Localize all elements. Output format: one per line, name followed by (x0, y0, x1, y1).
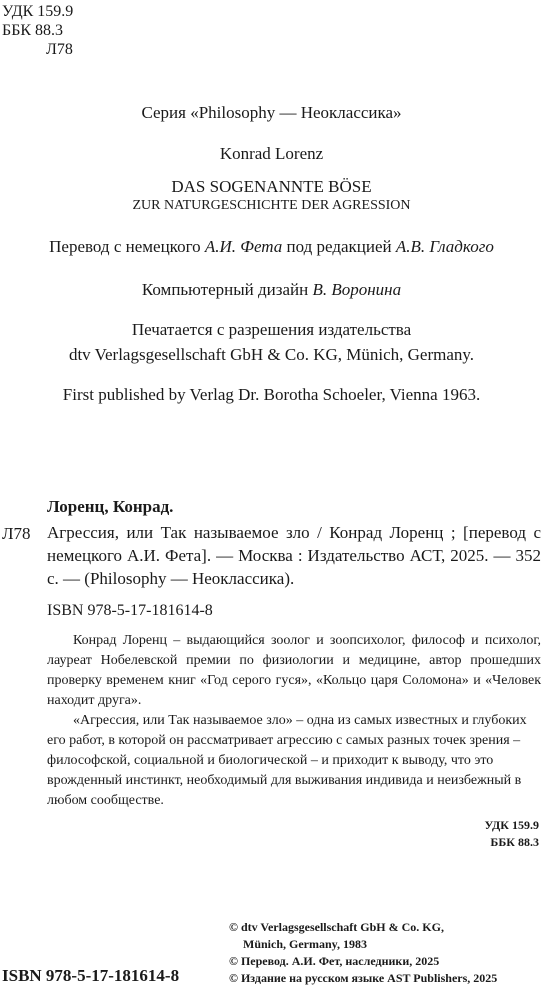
translator-name: А.И. Фета (204, 237, 283, 256)
bottom-classification-codes (484, 817, 539, 851)
permission-line-2: dtv Verlagsgesellschaft GbH & Co. KG, Münich, Germany. (68, 345, 475, 364)
translation-credit (0, 237, 543, 257)
catalog-isbn: ISBN 978-5-17-181614-8 (47, 602, 213, 619)
author-mark: Л78 (46, 41, 73, 58)
classification-codes (2, 2, 73, 59)
catalog-mark: Л78 (2, 524, 31, 543)
designer-name: В. Воронина (312, 280, 402, 299)
bbk-code: ББК 88.3 (2, 22, 64, 39)
design-credit (0, 280, 543, 300)
copyright-line: © Перевод. А.И. Фет, наследники, 2025 (229, 954, 440, 968)
copyright-block (229, 919, 497, 987)
editor-name: А.В. Гладкого (395, 237, 494, 256)
bottom-isbn: ISBN 978-5-17-181614-8 (2, 966, 180, 985)
annotation-paragraph: Конрад Лоренц – выдающийся зоолог и зоопсихолог, философ и психолог, лауреат Нобелевской премии по физиологии и медицине, автор прошедших проверку временем книг «Год серого гуся», «Кольцо царя Соломона» и «Человек находит друга». (47, 633, 541, 708)
translation-middle: под редакцией (282, 237, 396, 256)
first-published: First published by Verlag Dr. Borotha Schoeler, Vienna 1963. (62, 385, 481, 404)
original-title: DAS SOGENANNTE BÖSE (171, 177, 372, 196)
bottom-udk-code: УДК 159.9 (484, 818, 539, 832)
design-prefix: Компьютерный дизайн (141, 280, 313, 299)
annotation (47, 631, 541, 811)
copyright-line: © dtv Verlagsgesellschaft GbH & Co. KG, (229, 920, 444, 934)
annotation-paragraph: «Агрессия, или Так называемое зло» – одна из самых известных и глубоких его работ, в которой он рассматривает агрессию с самых разных точек зрения – философской, социальной и биологической – и приходит к выводу, что это врожденный инстинкт, необходимый для выживания индивида и неизбежный в любом сообществе. (47, 713, 527, 808)
bottom-bbk-code: ББК 88.3 (490, 835, 539, 849)
original-subtitle: ZUR NATURGESCHICHTE DER AGRESSION (132, 198, 411, 213)
series-title: Серия «Philosophy — Неоклассика» (141, 103, 402, 122)
permission-line-1: Печатается с разрешения издательства (131, 320, 412, 339)
catalog-description: Агрессия, или Так называемое зло / Конрад Лоренц ; [перевод с немецкого А.И. Фета]. — Москва : Издательство АСТ, 2025. — 352 с. — (Philosophy — Неоклассика). (47, 523, 541, 588)
copyright-line: © Издание на русском языке AST Publishers, 2025 (229, 971, 498, 985)
original-author: Konrad Lorenz (219, 144, 324, 163)
copyright-line: Münich, Germany, 1983 (243, 937, 368, 951)
catalog-author-heading: Лоренц, Конрад. (47, 497, 174, 516)
udk-code: УДК 159.9 (2, 3, 74, 20)
translation-prefix: Перевод с немецкого (49, 237, 205, 256)
